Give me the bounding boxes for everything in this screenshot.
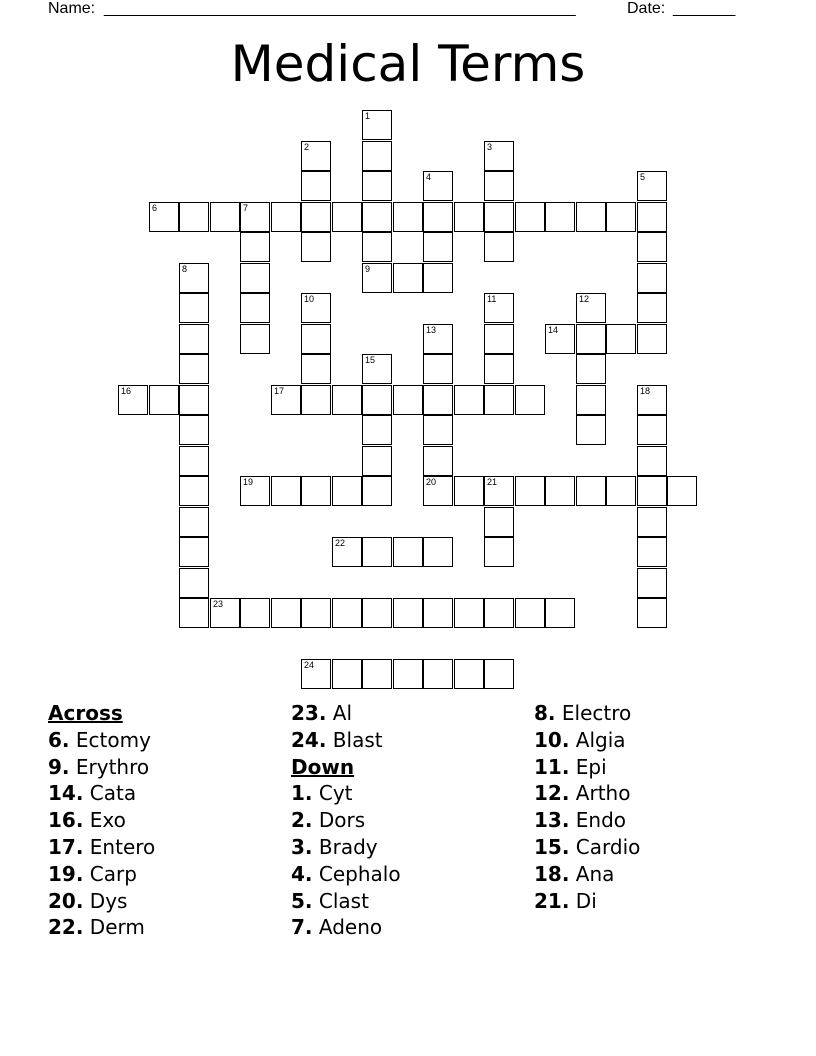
crossword-cell[interactable] <box>362 415 392 445</box>
crossword-cell[interactable] <box>179 446 209 476</box>
crossword-cell[interactable] <box>301 476 331 506</box>
crossword-cell[interactable] <box>362 354 392 384</box>
clue-text: Artho <box>575 781 631 806</box>
crossword-cell[interactable] <box>484 324 514 354</box>
clue-number: 11. <box>534 754 570 779</box>
clue-number: 10. <box>534 727 570 752</box>
clue-text: Endo <box>575 808 627 833</box>
crossword-cell[interactable] <box>606 324 636 354</box>
clue-across-22 <box>48 914 155 941</box>
clue-number: 20. <box>48 888 84 913</box>
clue-across-23 <box>291 700 401 727</box>
clue-down-7 <box>291 914 401 941</box>
clue-text: Di <box>575 888 597 913</box>
crossword-cell[interactable] <box>637 293 667 323</box>
crossword-cell[interactable] <box>362 141 392 171</box>
clue-number: 8. <box>534 701 556 725</box>
clue-number: 18. <box>534 861 570 886</box>
crossword-cell[interactable] <box>576 385 606 415</box>
clue-down-5 <box>291 888 401 915</box>
crossword-cell[interactable] <box>454 598 484 628</box>
name-label: Name: <box>48 0 96 17</box>
crossword-cell[interactable] <box>515 385 545 415</box>
cell-number: 20 <box>426 477 437 487</box>
crossword-cell[interactable] <box>271 598 301 628</box>
clue-text: Al <box>332 701 353 725</box>
crossword-cell[interactable] <box>362 476 392 506</box>
name-blank: _____________________________________________________ <box>104 0 576 17</box>
date-blank: _______ <box>673 0 736 17</box>
crossword-cell[interactable] <box>637 446 667 476</box>
clue-number: 3. <box>291 834 313 859</box>
crossword-cell[interactable] <box>179 385 209 415</box>
crossword-cell[interactable] <box>362 598 392 628</box>
crossword-cell[interactable] <box>637 171 667 201</box>
crossword-cell[interactable] <box>179 293 209 323</box>
cell-number: 21 <box>487 477 498 487</box>
crossword-cell[interactable] <box>362 110 392 140</box>
clue-number: 17. <box>48 834 84 859</box>
crossword-cell[interactable] <box>484 171 514 201</box>
crossword-cell[interactable] <box>332 202 362 232</box>
crossword-cell[interactable] <box>515 598 545 628</box>
crossword-cell[interactable] <box>454 659 484 689</box>
clue-down-15 <box>534 834 640 861</box>
clue-down-8 <box>534 700 640 727</box>
cell-number: 14 <box>548 325 559 335</box>
crossword-cell[interactable] <box>210 202 240 232</box>
crossword-cell[interactable] <box>454 385 484 415</box>
clue-down-18 <box>534 861 640 888</box>
crossword-cell[interactable] <box>484 598 514 628</box>
crossword-cell[interactable] <box>484 659 514 689</box>
date-label: Date: <box>627 0 666 17</box>
crossword-cell[interactable] <box>423 232 453 262</box>
crossword-cell[interactable] <box>606 476 636 506</box>
cell-number: 4 <box>426 172 432 182</box>
clue-down-11 <box>534 754 640 781</box>
crossword-cell[interactable] <box>332 476 362 506</box>
crossword-cell[interactable] <box>362 385 392 415</box>
clue-number: 9. <box>48 754 70 779</box>
across-heading: Across <box>48 701 123 725</box>
clue-text: Blast <box>332 727 383 752</box>
crossword-cell[interactable] <box>637 232 667 262</box>
crossword-cell[interactable] <box>576 324 606 354</box>
crossword-cell[interactable] <box>240 598 270 628</box>
crossword-cell[interactable] <box>271 385 301 415</box>
clue-down-12 <box>534 780 640 807</box>
crossword-cell[interactable] <box>332 598 362 628</box>
crossword-cell[interactable] <box>362 232 392 262</box>
crossword-cell[interactable] <box>393 598 423 628</box>
crossword-cell[interactable] <box>545 476 575 506</box>
cell-number: 2 <box>304 142 310 152</box>
clue-text: Ectomy <box>75 727 151 752</box>
crossword-cell[interactable] <box>454 202 484 232</box>
clue-down-2 <box>291 807 401 834</box>
crossword-cell[interactable] <box>179 507 209 537</box>
crossword-cell[interactable] <box>271 476 301 506</box>
clue-column-2 <box>291 700 401 941</box>
cell-number: 11 <box>487 294 497 304</box>
crossword-cell[interactable] <box>301 141 331 171</box>
crossword-cell[interactable] <box>362 537 392 567</box>
cell-number: 19 <box>243 477 254 487</box>
crossword-cell[interactable] <box>484 507 514 537</box>
crossword-cell[interactable] <box>515 476 545 506</box>
clue-number: 2. <box>291 808 313 833</box>
clue-across-9 <box>48 754 155 781</box>
crossword-cell[interactable] <box>484 476 514 506</box>
crossword-cell[interactable] <box>149 385 179 415</box>
clue-across-6 <box>48 727 155 754</box>
crossword-cell[interactable] <box>423 659 453 689</box>
clue-number: 7. <box>291 915 313 940</box>
crossword-cell[interactable] <box>179 476 209 506</box>
clue-number: 19. <box>48 861 84 886</box>
crossword-cell[interactable] <box>393 659 423 689</box>
clue-down-13 <box>534 807 640 834</box>
clue-number: 16. <box>48 808 84 833</box>
crossword-cell[interactable] <box>423 476 453 506</box>
crossword-cell[interactable] <box>576 415 606 445</box>
clue-text: Brady <box>318 834 378 859</box>
clue-text: Ana <box>575 861 615 886</box>
clue-number: 23. <box>291 701 327 725</box>
crossword-cell[interactable] <box>393 537 423 567</box>
cell-number: 10 <box>304 294 315 304</box>
clue-across-20 <box>48 888 155 915</box>
clue-across-17 <box>48 834 155 861</box>
crossword-cell[interactable] <box>332 659 362 689</box>
cell-number: 3 <box>487 142 493 152</box>
clue-text: Cata <box>89 781 137 806</box>
clue-number: 22. <box>48 915 84 940</box>
crossword-cell[interactable] <box>240 324 270 354</box>
clue-down-1 <box>291 780 401 807</box>
crossword-cell[interactable] <box>484 385 514 415</box>
crossword-cell[interactable] <box>484 354 514 384</box>
clue-text: Exo <box>89 808 126 833</box>
crossword-cell[interactable] <box>484 232 514 262</box>
crossword-cell[interactable] <box>301 385 331 415</box>
crossword-cell[interactable] <box>240 293 270 323</box>
crossword-cell[interactable] <box>637 476 667 506</box>
clue-list <box>0 700 816 960</box>
clue-text: Entero <box>89 834 156 859</box>
crossword-cell[interactable] <box>637 202 667 232</box>
crossword-cell[interactable] <box>301 354 331 384</box>
cell-number: 22 <box>335 538 346 548</box>
crossword-cell[interactable] <box>362 446 392 476</box>
crossword-cell[interactable] <box>667 476 697 506</box>
crossword-cell[interactable] <box>362 202 392 232</box>
crossword-cell[interactable] <box>423 446 453 476</box>
crossword-cell[interactable] <box>362 659 392 689</box>
clue-number: 12. <box>534 781 570 806</box>
crossword-cell[interactable] <box>179 415 209 445</box>
crossword-cell[interactable] <box>484 202 514 232</box>
clue-text: Derm <box>89 915 145 940</box>
crossword-cell[interactable] <box>484 293 514 323</box>
clue-text: Epi <box>575 754 607 779</box>
crossword-cell[interactable] <box>179 263 209 293</box>
crossword-cell[interactable] <box>301 293 331 323</box>
crossword-cell[interactable] <box>179 598 209 628</box>
cell-number: 23 <box>213 599 224 609</box>
crossword-cell[interactable] <box>393 202 423 232</box>
crossword-cell[interactable] <box>240 232 270 262</box>
clue-across-16 <box>48 807 155 834</box>
clue-text: Electro <box>561 701 632 725</box>
crossword-cell[interactable] <box>454 476 484 506</box>
crossword-cell[interactable] <box>301 598 331 628</box>
clue-text: Erythro <box>75 754 150 779</box>
crossword-cell[interactable] <box>637 507 667 537</box>
crossword-cell[interactable] <box>301 324 331 354</box>
crossword-cell[interactable] <box>637 385 667 415</box>
cell-number: 9 <box>365 264 371 274</box>
cell-number: 7 <box>243 203 249 213</box>
clue-number: 14. <box>48 781 84 806</box>
crossword-cell[interactable] <box>484 537 514 567</box>
cell-number: 12 <box>579 294 590 304</box>
clue-number: 21. <box>534 888 570 913</box>
crossword-cell[interactable] <box>423 537 453 567</box>
cell-number: 16 <box>121 386 132 396</box>
crossword-cell[interactable] <box>210 598 240 628</box>
crossword-cell[interactable] <box>240 202 270 232</box>
crossword-cell[interactable] <box>179 324 209 354</box>
crossword-cell[interactable] <box>179 202 209 232</box>
crossword-cell[interactable] <box>301 659 331 689</box>
crossword-cell[interactable] <box>301 202 331 232</box>
crossword-cell[interactable] <box>393 263 423 293</box>
clue-number: 4. <box>291 861 313 886</box>
page-title: Medical Terms <box>230 35 586 93</box>
clue-across-19 <box>48 861 155 888</box>
crossword-cell[interactable] <box>332 537 362 567</box>
clue-across-24 <box>291 727 401 754</box>
crossword-cell[interactable] <box>484 141 514 171</box>
cell-number: 18 <box>640 386 651 396</box>
cell-number: 5 <box>640 172 646 182</box>
crossword-cell[interactable] <box>423 324 453 354</box>
crossword-cell[interactable] <box>576 354 606 384</box>
crossword-cell[interactable] <box>362 171 392 201</box>
clue-down-4 <box>291 861 401 888</box>
clue-number: 15. <box>534 834 570 859</box>
crossword-cell[interactable] <box>423 354 453 384</box>
crossword-cell[interactable] <box>637 537 667 567</box>
cell-number: 1 <box>365 111 371 121</box>
crossword-cell[interactable] <box>362 263 392 293</box>
cell-number: 17 <box>274 386 285 396</box>
crossword-cell[interactable] <box>423 263 453 293</box>
clue-column-1 <box>48 700 155 941</box>
crossword-cell[interactable] <box>545 324 575 354</box>
down-heading: Down <box>291 754 355 779</box>
crossword-cell[interactable] <box>606 202 636 232</box>
crossword-cell[interactable] <box>423 171 453 201</box>
crossword-cell[interactable] <box>332 385 362 415</box>
clue-text: Cardio <box>575 834 641 859</box>
clue-number: 13. <box>534 808 570 833</box>
crossword-cell[interactable] <box>240 263 270 293</box>
clue-down-10 <box>534 727 640 754</box>
crossword-cell[interactable] <box>637 568 667 598</box>
crossword-cell[interactable] <box>149 202 179 232</box>
clue-text: Algia <box>575 727 626 752</box>
crossword-cell[interactable] <box>271 202 301 232</box>
crossword-cell[interactable] <box>179 354 209 384</box>
crossword-cell[interactable] <box>637 324 667 354</box>
cell-number: 8 <box>182 264 188 274</box>
crossword-cell[interactable] <box>393 385 423 415</box>
cell-number: 24 <box>304 660 315 670</box>
clue-number: 5. <box>291 888 313 913</box>
clue-text: Cyt <box>318 781 353 806</box>
crossword-cell[interactable] <box>118 385 148 415</box>
crossword-cell[interactable] <box>576 293 606 323</box>
clue-number: 1. <box>291 781 313 806</box>
clue-text: Adeno <box>318 915 383 940</box>
crossword-cell[interactable] <box>576 476 606 506</box>
cell-number: 15 <box>365 355 376 365</box>
crossword-cell[interactable] <box>301 171 331 201</box>
crossword-cell[interactable] <box>423 385 453 415</box>
clue-column-3 <box>534 700 640 914</box>
clue-number: 24. <box>291 727 327 752</box>
crossword-cell[interactable] <box>423 598 453 628</box>
crossword-cell[interactable] <box>545 598 575 628</box>
crossword-cell[interactable] <box>423 415 453 445</box>
crossword-cell[interactable] <box>637 415 667 445</box>
clue-text: Dys <box>89 888 128 913</box>
clue-text: Dors <box>318 808 366 833</box>
clue-text: Clast <box>318 888 369 913</box>
crossword-cell[interactable] <box>545 202 575 232</box>
clue-text: Cephalo <box>318 861 401 886</box>
crossword-cell[interactable] <box>179 537 209 567</box>
cell-number: 13 <box>426 325 437 335</box>
cell-number: 6 <box>152 203 158 213</box>
clue-text: Carp <box>89 861 137 886</box>
crossword-cell[interactable] <box>515 202 545 232</box>
crossword-cell[interactable] <box>301 232 331 262</box>
clue-number: 6. <box>48 727 70 752</box>
crossword-cell[interactable] <box>637 263 667 293</box>
crossword-cell[interactable] <box>637 598 667 628</box>
crossword-cell[interactable] <box>423 202 453 232</box>
crossword-cell[interactable] <box>179 568 209 598</box>
clue-across-14 <box>48 780 155 807</box>
crossword-cell[interactable] <box>240 476 270 506</box>
clue-down-21 <box>534 888 640 915</box>
crossword-cell[interactable] <box>576 202 606 232</box>
clue-down-3 <box>291 834 401 861</box>
